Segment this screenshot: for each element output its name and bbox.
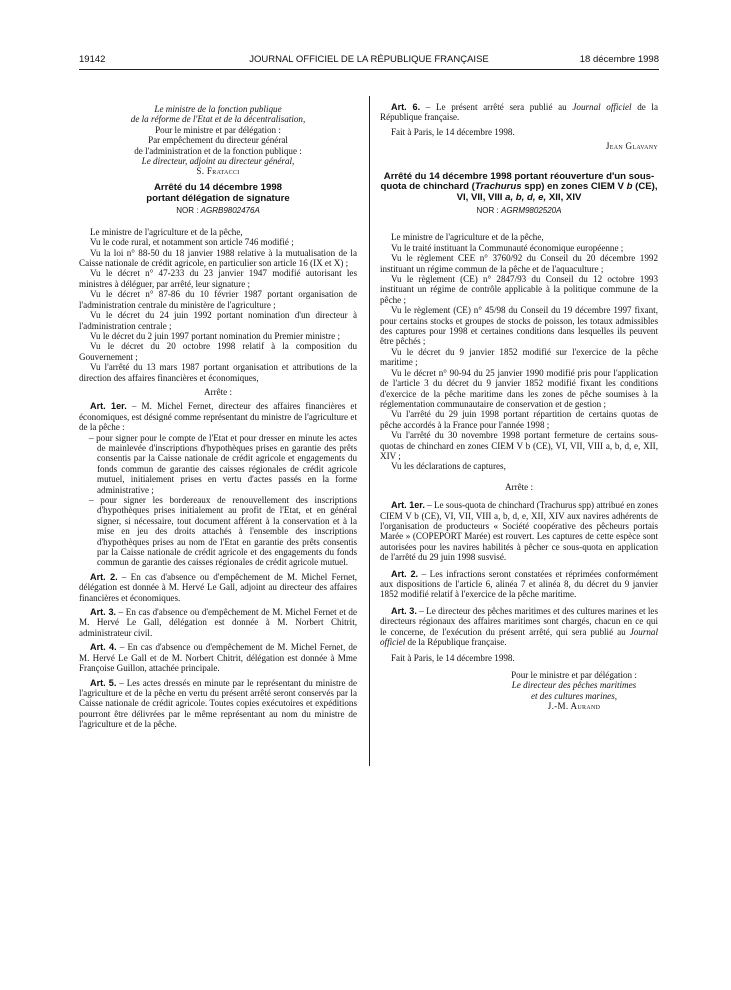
visa-paragraph: Le ministre de l'agriculture et de la pêche, <box>391 232 544 243</box>
article-text: – Le sous-quota de chinchard (Trachurus spp) attribué en zones CIEM V b (CE), VI, VII, VIII a, b, d, e, XII, XIV aux navires adhérents de l'organisation de producteurs « Société coopérative des pêcheurs portais Marée » (COPEPORT Marée) est rouvert. Les captures de cette espèce sont autorisées pour les navires habilités à pêcher ce sous-quota en application de l'arrêté du 29 juin 1998 susvisé. <box>380 500 658 563</box>
title-species: Trachurus <box>474 181 522 193</box>
visa-paragraph: Le ministre de l'agriculture et de la pêche, <box>90 226 243 237</box>
visa-paragraph: Vu le décret du 2 juin 1997 portant nomination du Premier ministre ; <box>90 330 340 341</box>
article-text: de la République française. <box>405 637 507 648</box>
nor-reference <box>380 206 658 216</box>
visa-paragraph: Vu le traité instituant la Communauté économique européenne ; <box>391 242 624 253</box>
nor-reference <box>79 206 357 216</box>
article-2 <box>380 569 658 600</box>
visa-paragraph: Vu le règlement (CE) n° 45/98 du Conseil du 19 décembre 1997 fixant, pour certains stocks et groupes de stocks de poisson, les totaux admissibles des captures pour 1998 et certaines conditions dans lesquelles ils peuvent être pêchés ; <box>380 305 658 347</box>
nor-label: NOR : <box>176 206 201 216</box>
article-text: – En cas d'absence ou d'empêchement de M. Michel Fernet et de M. Hervé Le Gall, délégation est donnée à M. Norbert Chitrit, administrateur civil. <box>79 607 357 638</box>
left-column <box>79 104 357 730</box>
title-text: spp) en zones CIEM V <box>521 181 627 193</box>
signature-line: et des cultures marines, <box>530 690 618 701</box>
signature-block-previous <box>79 104 357 177</box>
signature-line: Le ministre de la fonction publique <box>154 104 282 114</box>
signatory-name: J.-M. Aurand <box>547 701 601 712</box>
article-1 <box>79 401 357 432</box>
decree-title <box>380 172 658 204</box>
journal-name: Journal officiel <box>572 102 632 112</box>
title-text: (CE), VI, VII, VIII <box>456 181 658 204</box>
title-text: XII, XIV <box>546 192 582 204</box>
article-3 <box>380 606 658 648</box>
article-2 <box>79 572 357 603</box>
right-column <box>380 102 658 711</box>
article-label: Art. 1er. <box>391 500 425 511</box>
visa-paragraph: Vu le décret n° 87-86 du 10 février 1987 portant organisation de l'administration centrale du ministère de l'agriculture ; <box>79 289 357 310</box>
article-text: – M. Michel Fernet, directeur des affaires financières et économiques, est désigné comme représentant du ministre de l'agriculture et de la pêche : <box>79 401 357 433</box>
page-header <box>79 54 659 68</box>
visa-paragraph: Vu le décret n° 47-233 du 23 janvier 1947 modifié autorisant les ministres à déléguer, par arrêté, leur signature ; <box>79 268 357 289</box>
fait-a-paris: Fait à Paris, le 14 décembre 1998. <box>391 653 515 664</box>
signature-block <box>380 670 658 712</box>
visa-paragraph: Vu le décret du 9 janvier 1852 modifié sur l'exercice de la pêche maritime ; <box>380 346 658 368</box>
article-label: Art. 3. <box>391 605 417 616</box>
article-text: – Les actes dressés en minute par le représentant du ministre de l'agriculture et de la pêche en vertu du présent arrêté seront conservés par la Caisse nationale de crédit agricole. Toutes copies exécutoires et expéditions pourront être délivrées par le même représentant au nom du ministre de l'agriculture et de la pêche. <box>79 677 357 730</box>
visa-paragraph: Vu le code rural, et notamment son article 746 modifié ; <box>90 237 294 248</box>
journal-name: Journal officiel <box>380 626 658 648</box>
visa-paragraph: Vu la loi n° 88-50 du 18 janvier 1988 relative à la mutualisation de la Caisse nationale de crédit agricole, en particulier son article 16 (IX et X) ; <box>79 247 357 269</box>
signature-line: Pour le ministre et par délégation : <box>511 669 637 680</box>
article-text: – En cas d'absence ou d'empêchement de M. Michel Fernet, délégation est donnée à M. Hervé Le Gall, adjoint au directeur des affaires financières et économiques. <box>79 571 358 603</box>
fait-a-paris: Fait à Paris, le 14 décembre 1998. <box>391 126 515 137</box>
article-label: Art. 2. <box>391 568 419 579</box>
article-text: – Le directeur des pêches maritimes et des cultures marines et les directeurs régionaux des affaires maritimes sont chargés, chacun en ce qui le concerne, de l'exécution du présent arrêté, qui sera publié au <box>380 605 658 637</box>
title-text: Arrêté du 14 décembre 1998 portant réouverture d'un sous-quota de chinchard ( <box>380 170 655 193</box>
article-1 <box>380 500 658 562</box>
article-text: – En cas d'absence ou d'empêchement de M. Michel Fernet, de M. Hervé Le Gall et de M. Norbert Chitrit, délégation est donnée à Mme Françoise Guillon, attachée principale. <box>79 642 357 674</box>
article-text: – Le présent arrêté sera publié au <box>420 102 573 112</box>
article-label: Art. 2. <box>90 571 118 582</box>
article-label: Art. 6. <box>391 102 421 112</box>
visa-paragraph: Vu le règlement CEE n° 3760/92 du Conseil du 20 décembre 1992 instituant un régime commun de la pêche et de l'aquaculture ; <box>380 253 658 274</box>
visa-paragraph: Vu le décret du 20 octobre 1998 relatif à la composition du Gouvernement ; <box>79 341 357 362</box>
article-text: – Les infractions seront constatées et réprimées conformément aux dispositions de l'article 6, alinéa 7 et alinéa 8, du décret du 9 janvier 1852 modifié relatif à l'exercice de la pêche maritime. <box>380 568 658 600</box>
issue-date: 18 décembre 1998 <box>579 54 659 65</box>
article-3 <box>79 607 357 638</box>
signature-line: de l'administration et de la fonction publique : <box>134 145 302 156</box>
article-label: Art. 4. <box>90 642 117 653</box>
article-5 <box>79 678 357 730</box>
nor-label: NOR : <box>476 206 501 216</box>
signature-line: de la réforme de l'Etat et de la décentralisation, <box>130 114 306 125</box>
list-item: – pour signer pour le compte de l'Etat et pour dresser en minute les actes de mainlevée d'inscriptions d'hypothèques prises en garantie des prêts consentis par la Caisse nationale de crédit agricole et engagements du fonds commun de garantie des caisses régionales de crédit agricole mutuel, initialement prises en vertu d'actes passés en la forme administrative ; <box>89 432 357 495</box>
header-rule <box>79 69 659 70</box>
article-label: Art. 3. <box>90 607 117 618</box>
signatory-name: S. Fratacci <box>196 166 240 177</box>
list-item: – pour signer les bordereaux de renouvellement des inscriptions d'hypothèques prises initialement au profit de l'Etat, et en général signer, si nécessaire, tout document afférent à la conservation et à la mise en jeu des droits attachés à l'ensemble des inscriptions d'hypothèques prises au nom de l'Etat en garantie des prêts consentis par la Caisse nationale de crédit agricole et des engagements du fonds commun de garantie des caisses régionales de crédit agricole mutuel. <box>89 495 357 568</box>
visa-paragraph: Vu le décret n° 90-94 du 25 janvier 1990 modifié pris pour l'application de l'article 3 du décret du 9 janvier 1852 modifié fixant les conditions d'exercice de la pêche maritime dans les zones de pêche soumises à la réglementation communautaire de conservation et de gestion ; <box>380 367 658 409</box>
visa-paragraph: Vu le décret du 24 juin 1992 portant nomination d'un directeur à l'administration centrale ; <box>79 310 357 331</box>
visa-paragraph: Vu les déclarations de captures, <box>391 461 506 472</box>
signatory-name: Jean Glavany <box>605 141 658 152</box>
article-1-list <box>79 433 357 568</box>
column-divider <box>369 96 370 766</box>
signature-line: Par empêchement du directeur général <box>148 135 288 146</box>
arrete-heading: Arrête : <box>504 481 534 492</box>
article-label: Art. 1er. <box>90 401 127 412</box>
article-text: de la République française. <box>380 102 658 123</box>
nor-code: AGRB9802476A <box>200 206 260 216</box>
title-zone: b <box>626 181 633 193</box>
journal-title: JOURNAL OFFICIEL DE LA RÉPUBLIQUE FRANÇAISE <box>249 54 489 65</box>
title-zone: a, b, d, e, <box>505 192 547 204</box>
article-6 <box>380 102 658 123</box>
article-4 <box>79 642 357 673</box>
signature-line: Le directeur des pêches maritimes <box>511 680 637 691</box>
visa-paragraph: Vu l'arrêté du 13 mars 1987 portant organisation et attributions de la direction des affaires financières et économiques, <box>79 362 357 383</box>
decree-subtitle: portant délégation de signature <box>146 192 290 204</box>
page-number: 19142 <box>79 54 106 65</box>
nor-code: AGRM9802520A <box>500 206 562 216</box>
article-label: Art. 5. <box>90 677 117 688</box>
visa-paragraph: Vu l'arrêté du 30 novembre 1998 portant fermeture de certains sous-quotas de chinchard en zones CIEM V b (CE), VI, VII, VIII a, b, d, e, XII, XIV ; <box>380 430 658 461</box>
decree-title: Arrêté du 14 décembre 1998 <box>154 181 282 193</box>
visa-paragraph: Vu l'arrêté du 29 juin 1998 portant répartition de certains quotas de pêche accordés à la France pour l'année 1998 ; <box>380 409 658 430</box>
signature-line: Le directeur, adjoint au directeur général, <box>141 156 295 167</box>
arrete-heading: Arrête : <box>203 386 233 397</box>
signature-line: Pour le ministre et par délégation : <box>155 124 281 135</box>
visa-paragraph: Vu le règlement (CE) n° 2847/93 du Conseil du 12 octobre 1993 instituant un régime de contrôle applicable à la politique commune de la pêche ; <box>380 274 658 305</box>
